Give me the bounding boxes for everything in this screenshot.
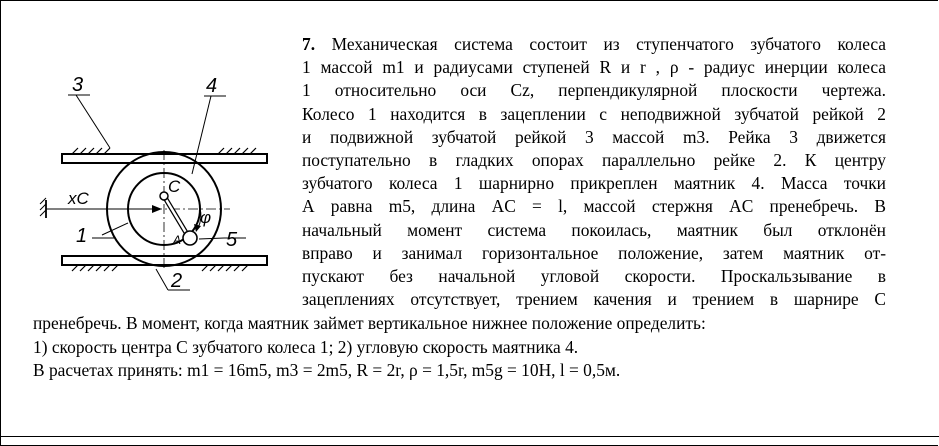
mechanism-figure [28, 60, 298, 305]
problem-line-8: А равна m5, длина AC = l, массой стержня AC пренебречь. В [302, 196, 886, 217]
problem-line-3: 1 относительно оси Cz, перпендикулярной плоскости чертежа. [302, 80, 886, 101]
problem-line-15: В расчетах принять: m1 = 16m5, m3 = 2m5, R = 2r, ρ = 1,5r, m5g = 10H, l = 0,5м. [33, 360, 621, 381]
problem-line-1: 7. Механическая система состоит из ступенчатого зубчатого колеса [302, 34, 886, 54]
problem-line-10: вправо и занимал горизонтальное положение, затем маятник от- [302, 242, 886, 263]
label-xc: xC [68, 189, 89, 208]
problem-line-5: и подвижной зубчатой рейкой 3 массой m3. Рейка 3 движется [302, 126, 886, 147]
point-a-mass [183, 231, 197, 245]
label-pendulum-4: 4 [206, 75, 218, 97]
rack-3 [62, 148, 267, 163]
problem-line-4: Колесо 1 находится в зацеплении с неподвижной зубчатой рейкой 2 [302, 103, 886, 124]
problem-text-full-width [33, 312, 903, 383]
problem-line-13: пренебречь. В момент, когда маятник займет вертикальное нижнее положение определить: [33, 313, 706, 333]
xc-coordinate [40, 198, 162, 218]
problem-line-2: 1 массой m1 и радиусами ступеней R и r , ρ - радиус инерции колеса [302, 57, 886, 78]
label-wheel-1: 1 [76, 225, 88, 247]
problem-line-11: пускают без начальной угловой скорости. Проскальзывание в [302, 265, 886, 286]
label-point-a: A [173, 233, 182, 247]
problem-text-beside-figure [302, 33, 886, 311]
hinge-c [160, 192, 168, 200]
label-angle-phi: φ [200, 208, 212, 227]
label-center-c: C [168, 177, 181, 196]
rack-2 [62, 256, 267, 271]
divider [0, 436, 939, 437]
problem-line-12: зацеплениях отсутствует, трением качения и трением в шарнире С [302, 289, 886, 310]
problem-number: 7. [302, 34, 316, 54]
problem-line-7: зубчатого колеса 1 шарнирно прикреплен маятник 4. Масса точки [302, 173, 886, 194]
problem-line-6: поступательно в гладких опорах параллельно рейке 2. К центру [302, 149, 886, 170]
label-rack-2: 2 [171, 270, 183, 292]
label-mass-5: 5 [226, 229, 238, 251]
problem-line-14: 1) скорость центра С зубчатого колеса 1; 2) угловую скорость маятника 4. [33, 336, 579, 357]
problem-line-9: начальный момент система покоилась, маятник был отклонён [302, 219, 886, 240]
label-rack-3: 3 [72, 74, 84, 96]
